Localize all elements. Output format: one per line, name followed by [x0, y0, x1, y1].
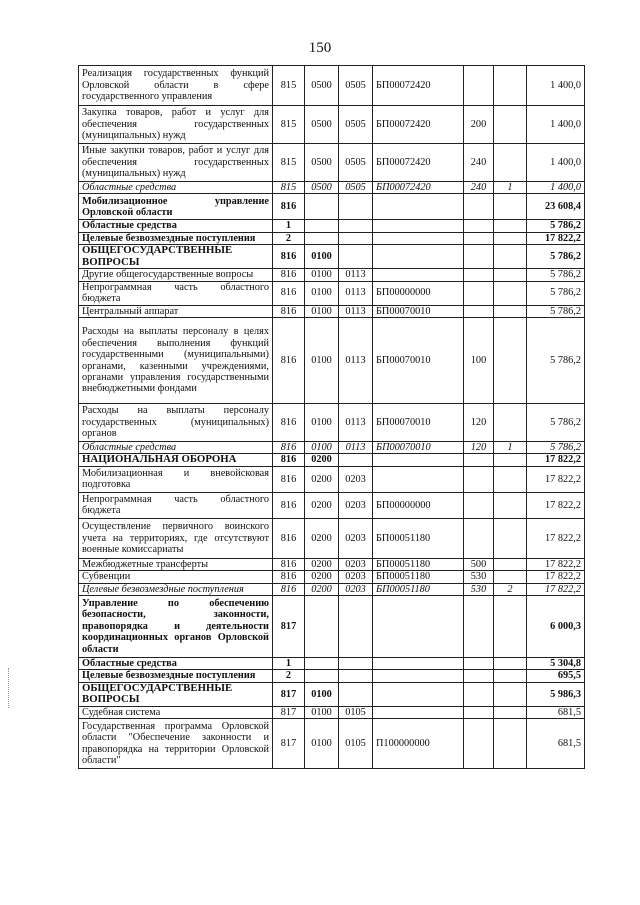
source-code	[494, 658, 527, 670]
dept-code: 816	[273, 269, 305, 281]
subsection-code: 0113	[339, 318, 373, 404]
target-article-code: БП00051180	[373, 571, 464, 583]
table-row	[79, 318, 585, 404]
subsection-code: 0203	[339, 518, 373, 558]
section-code	[305, 670, 339, 682]
section-code: 0500	[305, 144, 339, 182]
row-name: Государственная программа Орловской области "Обеспечение законности и правопорядка на территории Орловской области"	[79, 719, 273, 769]
expense-type-code	[464, 706, 494, 718]
dept-code: 816	[273, 245, 305, 269]
source-code	[494, 518, 527, 558]
expense-type-code	[464, 281, 494, 305]
amount: 17 822,2	[527, 583, 585, 595]
table-row	[79, 232, 585, 244]
section-code	[305, 220, 339, 232]
source-code	[494, 670, 527, 682]
target-article-code: БП00000000	[373, 492, 464, 518]
target-article-code	[373, 670, 464, 682]
dept-code: 816	[273, 492, 305, 518]
table-row	[79, 658, 585, 670]
source-code	[494, 571, 527, 583]
source-code	[494, 719, 527, 769]
row-name: Мобилизационная и вневойсковая подготовка	[79, 466, 273, 492]
amount: 5 304,8	[527, 658, 585, 670]
amount: 6 000,3	[527, 596, 585, 658]
subsection-code: 0113	[339, 269, 373, 281]
row-name: Областные средства	[79, 658, 273, 670]
target-article-code: БП00051180	[373, 583, 464, 595]
source-code	[494, 106, 527, 144]
dept-code: 2	[273, 232, 305, 244]
expense-type-code	[464, 596, 494, 658]
source-code	[494, 220, 527, 232]
subsection-code: 0203	[339, 571, 373, 583]
subsection-code: 0105	[339, 706, 373, 718]
target-article-code	[373, 220, 464, 232]
source-code	[494, 466, 527, 492]
dept-code: 816	[273, 466, 305, 492]
source-code	[494, 305, 527, 317]
section-code: 0100	[305, 245, 339, 269]
subsection-code: 0505	[339, 66, 373, 106]
table-row	[79, 106, 585, 144]
row-name: Непрограммная часть областного бюджета	[79, 281, 273, 305]
subsection-code: 0105	[339, 719, 373, 769]
table-row	[79, 281, 585, 305]
table-row	[79, 144, 585, 182]
dept-code: 815	[273, 106, 305, 144]
dept-code: 816	[273, 305, 305, 317]
target-article-code	[373, 706, 464, 718]
table-row	[79, 583, 585, 595]
table-row	[79, 571, 585, 583]
source-code	[494, 232, 527, 244]
target-article-code	[373, 245, 464, 269]
amount: 5 786,2	[527, 245, 585, 269]
row-name: ОБЩЕГОСУДАРСТВЕННЫЕ ВОПРОСЫ	[79, 682, 273, 706]
subsection-code: 0113	[339, 305, 373, 317]
expense-type-code: 120	[464, 404, 494, 442]
subsection-code: 0203	[339, 583, 373, 595]
dept-code: 816	[273, 404, 305, 442]
amount: 23 608,4	[527, 194, 585, 220]
amount: 17 822,2	[527, 492, 585, 518]
amount: 681,5	[527, 706, 585, 718]
row-name: Управление по обеспечению безопасности, законности, правопорядка и деятельности координационных органов Орловской области	[79, 596, 273, 658]
row-name: Осуществление первичного воинского учета на территориях, где отсутствуют военные комиссариаты	[79, 518, 273, 558]
expense-type-code	[464, 466, 494, 492]
subsection-code: 0113	[339, 281, 373, 305]
dept-code: 815	[273, 144, 305, 182]
expense-type-code: 240	[464, 182, 494, 194]
row-name: Областные средства	[79, 442, 273, 454]
section-code	[305, 596, 339, 658]
dept-code: 1	[273, 220, 305, 232]
row-name: Межбюджетные трансферты	[79, 558, 273, 570]
dept-code: 816	[273, 454, 305, 466]
amount: 17 822,2	[527, 558, 585, 570]
subsection-code	[339, 220, 373, 232]
target-article-code	[373, 232, 464, 244]
row-name: Целевые безвозмездные поступления	[79, 583, 273, 595]
subsection-code	[339, 682, 373, 706]
subsection-code	[339, 194, 373, 220]
table-row	[79, 670, 585, 682]
dept-code: 1	[273, 658, 305, 670]
expense-type-code: 200	[464, 106, 494, 144]
section-code	[305, 232, 339, 244]
dept-code: 817	[273, 706, 305, 718]
target-article-code: БП00070010	[373, 318, 464, 404]
section-code: 0100	[305, 404, 339, 442]
section-code	[305, 194, 339, 220]
source-code	[494, 558, 527, 570]
source-code	[494, 404, 527, 442]
row-name: Областные средства	[79, 182, 273, 194]
target-article-code	[373, 658, 464, 670]
dept-code: 817	[273, 719, 305, 769]
expense-type-code: 240	[464, 144, 494, 182]
dept-code: 815	[273, 182, 305, 194]
section-code: 0500	[305, 182, 339, 194]
section-code: 0100	[305, 719, 339, 769]
subsection-code	[339, 670, 373, 682]
expense-type-code	[464, 454, 494, 466]
table-row	[79, 269, 585, 281]
amount: 5 986,3	[527, 682, 585, 706]
amount: 5 786,2	[527, 220, 585, 232]
source-code	[494, 245, 527, 269]
dept-code: 816	[273, 518, 305, 558]
section-code: 0200	[305, 492, 339, 518]
dept-code: 816	[273, 583, 305, 595]
dept-code: 817	[273, 682, 305, 706]
amount: 5 786,2	[527, 404, 585, 442]
subsection-code	[339, 596, 373, 658]
table-row	[79, 518, 585, 558]
amount: 17 822,2	[527, 232, 585, 244]
page-number: 150	[308, 40, 332, 56]
target-article-code	[373, 596, 464, 658]
table-row	[79, 66, 585, 106]
row-name: Реализация государственных функций Орловской области в сфере государственного управления	[79, 66, 273, 106]
section-code: 0100	[305, 305, 339, 317]
row-name: Другие общегосударственные вопросы	[79, 269, 273, 281]
subsection-code: 0113	[339, 404, 373, 442]
subsection-code: 0113	[339, 442, 373, 454]
dept-code: 816	[273, 318, 305, 404]
expense-type-code	[464, 66, 494, 106]
section-code: 0100	[305, 318, 339, 404]
table-row	[79, 719, 585, 769]
dept-code: 816	[273, 442, 305, 454]
expense-type-code: 100	[464, 318, 494, 404]
expense-type-code	[464, 518, 494, 558]
expense-type-code	[464, 194, 494, 220]
target-article-code	[373, 682, 464, 706]
amount: 17 822,2	[527, 571, 585, 583]
target-article-code	[373, 466, 464, 492]
target-article-code: БП00051180	[373, 558, 464, 570]
section-code: 0200	[305, 583, 339, 595]
row-name: Расходы на выплаты персоналу государственных (муниципальных) органов	[79, 404, 273, 442]
expense-type-code: 530	[464, 583, 494, 595]
table-row	[79, 182, 585, 194]
target-article-code: БП00070010	[373, 442, 464, 454]
table-body	[79, 66, 585, 769]
amount: 695,5	[527, 670, 585, 682]
table-row	[79, 454, 585, 466]
source-code	[494, 682, 527, 706]
row-name: ОБЩЕГОСУДАРСТВЕННЫЕ ВОПРОСЫ	[79, 245, 273, 269]
row-name: НАЦИОНАЛЬНАЯ ОБОРОНА	[79, 454, 273, 466]
amount: 17 822,2	[527, 518, 585, 558]
expense-type-code	[464, 232, 494, 244]
amount: 5 786,2	[527, 318, 585, 404]
target-article-code: БП00072420	[373, 106, 464, 144]
amount: 681,5	[527, 719, 585, 769]
row-name: Иные закупки товаров, работ и услуг для обеспечения государственных (муниципальных) нужд	[79, 144, 273, 182]
section-code: 0200	[305, 454, 339, 466]
section-code: 0200	[305, 571, 339, 583]
target-article-code	[373, 194, 464, 220]
section-code: 0100	[305, 682, 339, 706]
dept-code: 2	[273, 670, 305, 682]
expense-type-code	[464, 220, 494, 232]
expense-type-code	[464, 670, 494, 682]
amount: 5 786,2	[527, 442, 585, 454]
source-code: 1	[494, 442, 527, 454]
section-code: 0100	[305, 442, 339, 454]
table-row	[79, 706, 585, 718]
dept-code: 816	[273, 194, 305, 220]
source-code	[494, 281, 527, 305]
row-name: Центральный аппарат	[79, 305, 273, 317]
table-row	[79, 245, 585, 269]
target-article-code: П100000000	[373, 719, 464, 769]
source-code	[494, 454, 527, 466]
target-article-code	[373, 454, 464, 466]
row-name: Областные средства	[79, 220, 273, 232]
amount: 1 400,0	[527, 144, 585, 182]
margin-dots	[8, 668, 11, 708]
row-name: Мобилизационное управление Орловской области	[79, 194, 273, 220]
target-article-code: БП00072420	[373, 182, 464, 194]
dept-code: 815	[273, 66, 305, 106]
expense-type-code: 530	[464, 571, 494, 583]
dept-code: 816	[273, 571, 305, 583]
section-code: 0200	[305, 518, 339, 558]
section-code: 0100	[305, 281, 339, 305]
row-name: Субвенции	[79, 571, 273, 583]
amount: 5 786,2	[527, 305, 585, 317]
table-row	[79, 558, 585, 570]
source-code	[494, 66, 527, 106]
table-row	[79, 682, 585, 706]
source-code: 2	[494, 583, 527, 595]
row-name: Судебная система	[79, 706, 273, 718]
amount: 17 822,2	[527, 466, 585, 492]
row-name: Целевые безвозмездные поступления	[79, 232, 273, 244]
source-code	[494, 706, 527, 718]
subsection-code: 0203	[339, 466, 373, 492]
expense-type-code	[464, 682, 494, 706]
source-code	[494, 596, 527, 658]
target-article-code: БП00072420	[373, 144, 464, 182]
table-row	[79, 442, 585, 454]
expense-type-code	[464, 305, 494, 317]
subsection-code: 0505	[339, 182, 373, 194]
target-article-code: БП00000000	[373, 281, 464, 305]
subsection-code: 0203	[339, 558, 373, 570]
source-code	[494, 318, 527, 404]
section-code: 0100	[305, 706, 339, 718]
subsection-code	[339, 232, 373, 244]
table-row	[79, 492, 585, 518]
expense-type-code	[464, 658, 494, 670]
expense-type-code	[464, 245, 494, 269]
row-name: Закупка товаров, работ и услуг для обеспечения государственных (муниципальных) нужд	[79, 106, 273, 144]
section-code: 0200	[305, 466, 339, 492]
expense-type-code	[464, 269, 494, 281]
source-code	[494, 144, 527, 182]
target-article-code: БП00070010	[373, 305, 464, 317]
source-code	[494, 492, 527, 518]
budget-table	[78, 65, 585, 769]
target-article-code: БП00072420	[373, 66, 464, 106]
expense-type-code: 120	[464, 442, 494, 454]
source-code	[494, 269, 527, 281]
expense-type-code	[464, 492, 494, 518]
subsection-code: 0505	[339, 106, 373, 144]
subsection-code	[339, 454, 373, 466]
row-name: Непрограммная часть областного бюджета	[79, 492, 273, 518]
table-row	[79, 220, 585, 232]
section-code	[305, 658, 339, 670]
table-row	[79, 466, 585, 492]
section-code: 0100	[305, 269, 339, 281]
amount: 17 822,2	[527, 454, 585, 466]
table-row	[79, 596, 585, 658]
subsection-code: 0505	[339, 144, 373, 182]
row-name: Расходы на выплаты персоналу в целях обеспечения выполнения функций государственными (муниципальными) органами, казенными учреждениями, органами управления государственными внебюджетными фондами	[79, 318, 273, 404]
section-code: 0500	[305, 66, 339, 106]
subsection-code	[339, 658, 373, 670]
source-code: 1	[494, 182, 527, 194]
amount: 1 400,0	[527, 182, 585, 194]
section-code: 0500	[305, 106, 339, 144]
table-row	[79, 404, 585, 442]
expense-type-code: 500	[464, 558, 494, 570]
table-row	[79, 305, 585, 317]
subsection-code: 0203	[339, 492, 373, 518]
target-article-code: БП00070010	[373, 404, 464, 442]
amount: 1 400,0	[527, 106, 585, 144]
dept-code: 816	[273, 558, 305, 570]
source-code	[494, 194, 527, 220]
target-article-code: БП00051180	[373, 518, 464, 558]
subsection-code	[339, 245, 373, 269]
amount: 5 786,2	[527, 269, 585, 281]
dept-code: 816	[273, 281, 305, 305]
row-name: Целевые безвозмездные поступления	[79, 670, 273, 682]
amount: 1 400,0	[527, 66, 585, 106]
expense-type-code	[464, 719, 494, 769]
dept-code: 817	[273, 596, 305, 658]
table-row	[79, 194, 585, 220]
target-article-code	[373, 269, 464, 281]
section-code: 0200	[305, 558, 339, 570]
amount: 5 786,2	[527, 281, 585, 305]
